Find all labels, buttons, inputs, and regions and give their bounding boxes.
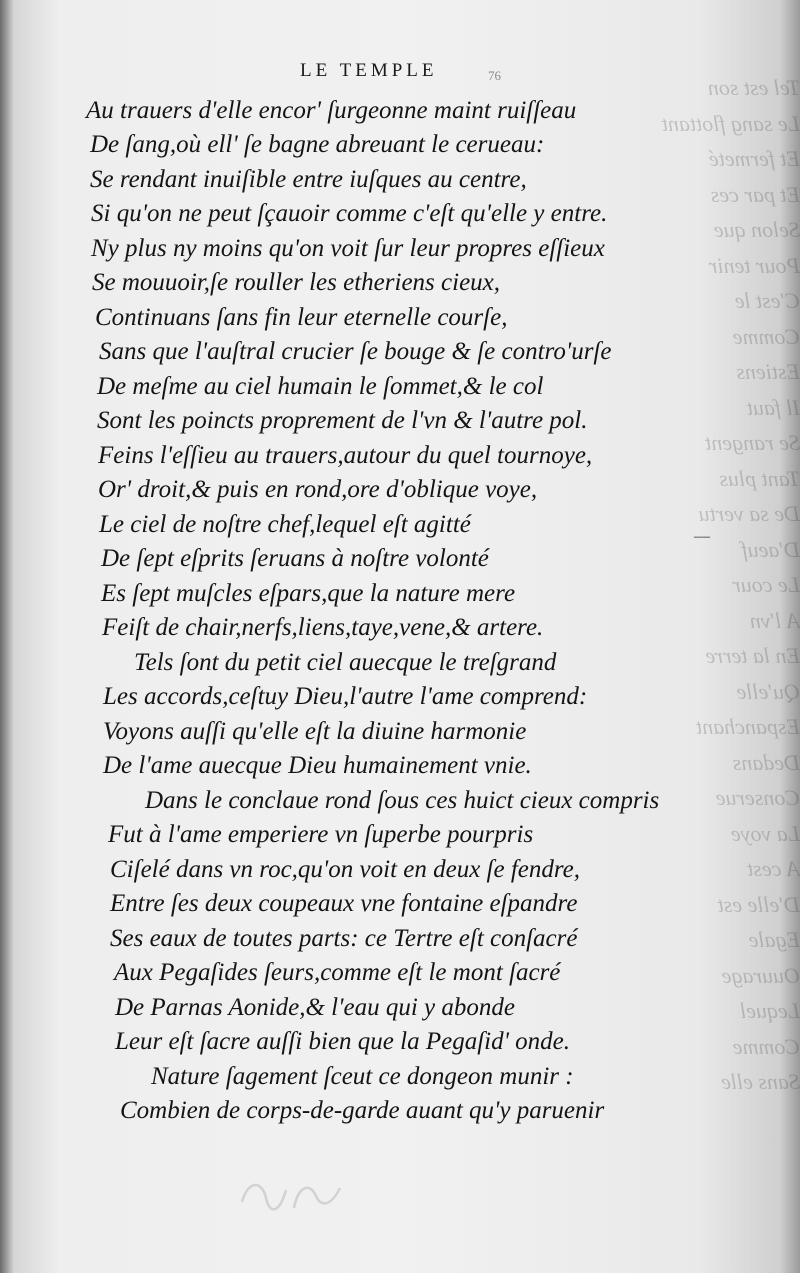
show-through-line: Comme xyxy=(732,323,800,349)
show-through-line: Et fermeté xyxy=(708,146,800,171)
verse-line: Leur eſt ſacre auſſi bien que la Pegaſid' onde. xyxy=(115,1028,571,1055)
show-through-line: De sa vertu xyxy=(698,501,800,526)
show-through-line: La voye xyxy=(730,820,800,846)
verse-line: De meſme au ciel humain le ſommet,& le col xyxy=(97,373,544,400)
verse-line: Entre ſes deux coupeaux vne fontaine eſpandre xyxy=(110,890,578,917)
verse-line: Continuans ſans fin leur eternelle courſe, xyxy=(95,304,508,331)
show-through-line: Lequel xyxy=(740,998,800,1023)
show-through-text xyxy=(661,70,800,1190)
verse-line: Dans le conclaue rond ſous ces huict cieux compris xyxy=(145,787,660,814)
verse-line: De l'ame auecque Dieu humainement vnie. xyxy=(103,752,532,779)
verse-line: Sont les poincts proprement de l'vn & l'autre pol. xyxy=(97,407,588,434)
page-number: 76 xyxy=(488,68,501,83)
show-through-line: Sans elle xyxy=(721,1069,800,1094)
show-through-line: Dedans xyxy=(732,749,800,775)
show-through-line: Egale xyxy=(748,927,800,952)
show-through-line: D'elle est xyxy=(717,891,800,917)
show-through-line: Tant plus xyxy=(719,465,800,491)
verse-line: Aux Pegaſides ſeurs,comme eſt le mont ſacré xyxy=(114,959,561,986)
show-through-line: Selon que xyxy=(713,217,800,242)
running-head: LE TEMPLE xyxy=(300,60,438,81)
verse-line: Ciſelé dans vn roc,qu'on voit en deux ſe fendre, xyxy=(110,856,581,883)
show-through-line: Le cour xyxy=(732,572,800,597)
verse-line: Feiſt de chair,nerfs,liens,taye,vene,& artere. xyxy=(102,614,544,641)
show-through-line: A cest xyxy=(747,856,800,881)
show-through-line: Qu'elle xyxy=(736,678,800,704)
show-through-line: C'est le xyxy=(734,288,800,313)
show-through-line: Conserue xyxy=(715,785,800,810)
verse-line: Sans que l'auſtral crucier ſe bouge & ſe contro'urſe xyxy=(99,338,612,365)
show-through-line: Comme xyxy=(732,1033,800,1059)
verse-line: De ſept eſprits ſeruans à noſtre volonté xyxy=(101,545,489,572)
verse-line: Combien de corps-de-garde auant qu'y paruenir xyxy=(120,1097,605,1124)
show-through-line: Tel est son xyxy=(707,75,800,100)
verse-line: Ses eaux de toutes parts: ce Tertre eſt conſacré xyxy=(110,925,578,952)
show-through-line: Ouurage xyxy=(721,962,800,988)
show-through-line: Il faut xyxy=(746,394,800,420)
verse-line: Ny plus ny moins qu'on voit ſur leur propres eſſieux xyxy=(91,235,605,262)
library-stamp-mark xyxy=(236,1172,346,1218)
show-through-line: En la terre xyxy=(705,643,800,668)
show-through-line: Se rangent xyxy=(705,430,800,455)
show-through-line: Le sang flottant xyxy=(661,110,800,136)
verse-line: Les accords,ceſtuy Dieu,l'autre l'ame comprend: xyxy=(103,683,588,710)
verse-line: Se rendant inuiſible entre iuſques au centre, xyxy=(90,166,527,193)
verse-line: Tels ſont du petit ciel auecque le treſgrand xyxy=(134,649,557,676)
verse-line: Fut à l'ame emperiere vn ſuperbe pourpris xyxy=(108,821,534,848)
margin-mark: — xyxy=(694,528,710,545)
show-through-line: Pour tenir xyxy=(708,252,800,278)
verse-line: Voyons auſſi qu'elle eſt la diuine harmonie xyxy=(103,718,527,745)
verse-line: Le ciel de noſtre chef,lequel eſt agitté xyxy=(99,511,471,538)
verse-line: Es ſept muſcles eſpars,que la nature mere xyxy=(101,580,516,607)
verse-line: Nature ſagement ſceut ce dongeon munir : xyxy=(151,1063,574,1090)
show-through-line: Espanchant xyxy=(696,714,800,739)
show-through-line: D'aeuf xyxy=(741,536,800,562)
verse-line: Si qu'on ne peut ſçauoir comme c'eſt qu'elle y entre. xyxy=(91,200,608,227)
verse-line: De Parnas Aonide,& l'eau qui y abonde xyxy=(115,994,515,1021)
verse-line: Feins l'eſſieu au trauers,autour du quel tournoye, xyxy=(98,442,593,469)
verse-line: Or' droit,& puis en rond,ore d'oblique voye, xyxy=(98,476,538,503)
show-through-line: A l'vn xyxy=(749,607,800,633)
verse-line: De ſang,où ell' ſe bagne abreuant le cerueau: xyxy=(90,131,545,158)
show-through-line: Et par ces xyxy=(710,181,800,207)
show-through-line: Estiens xyxy=(736,359,800,384)
verse-line: Se mouuoir,ſe rouller les etheriens cieux, xyxy=(92,269,501,296)
verse-line: Au trauers d'elle encor' ſurgeonne maint ruiſſeau xyxy=(86,97,577,124)
